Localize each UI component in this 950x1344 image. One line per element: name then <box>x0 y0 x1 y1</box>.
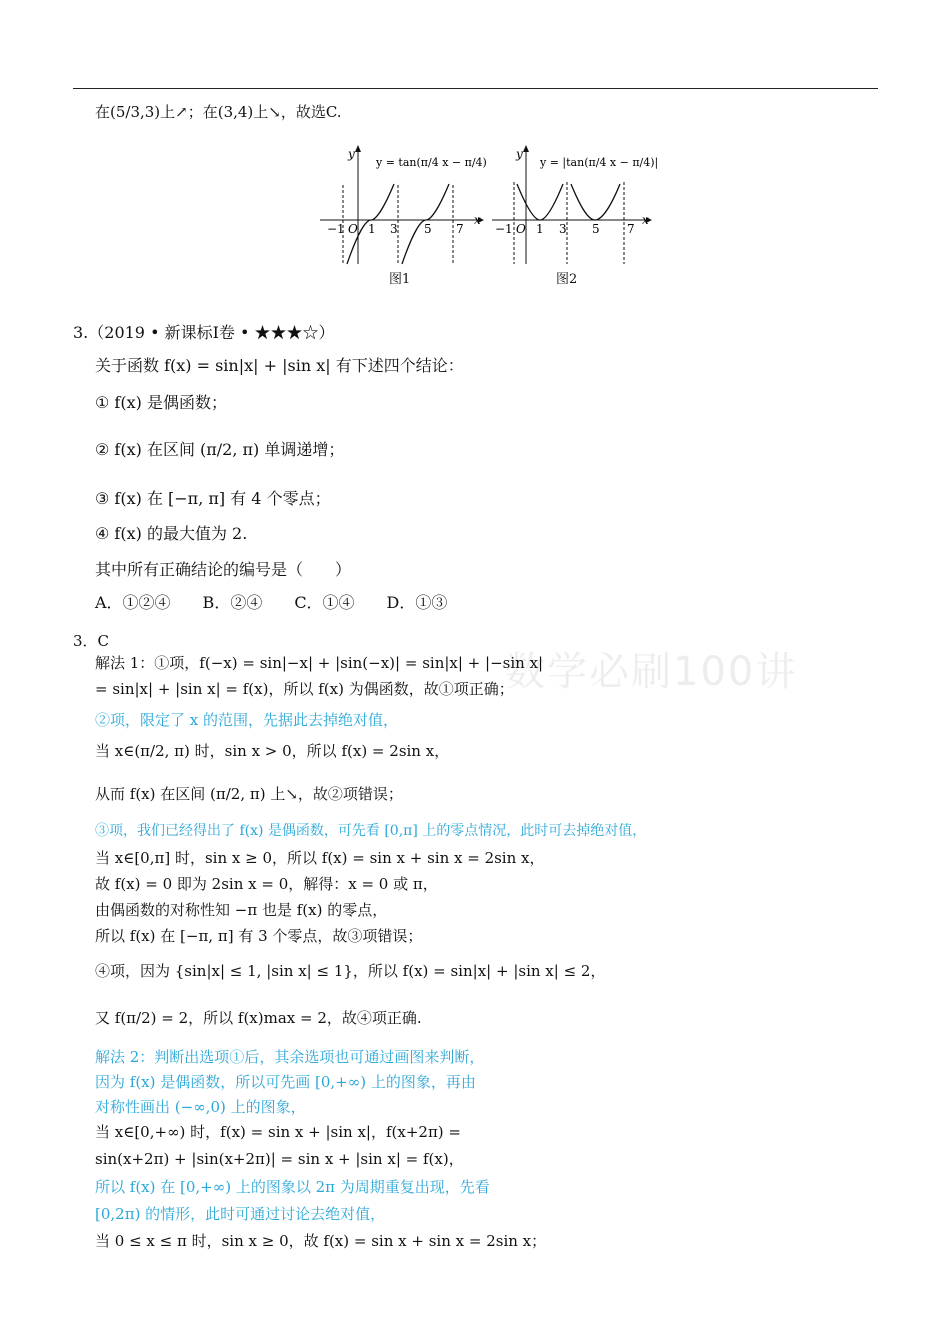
origin-label: O <box>348 222 358 236</box>
solution-hint: 解法 2：判断出选项①后，其余选项也可通过画图来判断， <box>95 1048 485 1066</box>
statement-4: ④ f(x) 的最大值为 2. <box>95 524 248 543</box>
solution-hint: 对称性画出 (−∞,0) 上的图象， <box>95 1098 306 1116</box>
y-label: y <box>516 147 523 161</box>
statement-2: ② f(x) 在区间 (π/2, π) 单调递增； <box>95 440 345 459</box>
intro-line: 在(5/3,3)上↗；在(3,4)上↘，故选C. <box>95 103 342 121</box>
solution-hint: ②项，限定了 x 的范围，先据此去掉绝对值， <box>95 711 398 729</box>
solution-hint: [0,2π) 的情形，此时可通过讨论去绝对值， <box>95 1205 386 1223</box>
problem-header: 3.（2019 • 新课标Ⅰ卷 • ★★★☆） <box>73 323 335 342</box>
tick-label: 1 <box>368 222 376 236</box>
solution-line: 当 x∈[0,π] 时，sin x ≥ 0，所以 f(x) = sin x + sin x = 2sin x， <box>95 849 545 867</box>
abs-tan-curve <box>571 184 620 220</box>
curve-formula: y = |tan(π/4 x − π/4)| <box>540 156 659 169</box>
solution-line: 当 0 ≤ x ≤ π 时，sin x ≥ 0，故 f(x) = sin x + sin x = 2sin x； <box>95 1232 547 1250</box>
solution-hint: 所以 f(x) 在 [0,+∞) 上的图象以 2π 为周期重复出现，先看 <box>95 1178 490 1196</box>
y-label: y <box>348 147 355 161</box>
solution-line: 当 x∈[0,+∞) 时，f(x) = sin x + |sin x|，f(x+2π) = <box>95 1123 461 1141</box>
solution-hint: 因为 f(x) 是偶函数，所以可先画 [0,+∞) 上的图象，再由 <box>95 1073 476 1091</box>
tick-label: −1 <box>495 222 513 236</box>
solution-line: 由偶函数的对称性知 −π 也是 f(x) 的零点， <box>95 901 388 919</box>
problem-stem: 关于函数 f(x) = sin|x| + |sin x| 有下述四个结论： <box>95 356 464 375</box>
solution-line: = sin|x| + |sin x| = f(x)，所以 f(x) 为偶函数，故①项正确； <box>95 680 514 698</box>
figure-2-graph <box>490 140 660 268</box>
solution-line: 解法 1：①项，f(−x) = sin|−x| + |sin(−x)| = sin|x| + |−sin x| <box>95 654 544 672</box>
watermark: 数学必刷100讲 <box>505 649 798 695</box>
abs-tan-curve <box>517 184 563 220</box>
y-axis-arrow-icon <box>355 145 361 152</box>
figure-2-caption: 图2 <box>556 272 578 287</box>
tick-label: 3 <box>390 222 398 236</box>
solution-line: sin(x+2π) + |sin(x+2π)| = sin x + |sin x| = f(x)， <box>95 1150 464 1168</box>
tick-label: 5 <box>592 222 600 236</box>
answer-label: 3．C <box>73 632 110 650</box>
y-axis-arrow-icon <box>523 145 529 152</box>
solution-hint: ③项，我们已经得出了 f(x) 是偶函数，可先看 [0,π] 上的零点情况，此时可去掉绝对值， <box>95 823 647 839</box>
tick-label: 7 <box>456 222 464 236</box>
figure-1-caption: 图1 <box>389 272 411 287</box>
solution-line: 当 x∈(π/2, π) 时，sin x > 0，所以 f(x) = 2sin x， <box>95 742 450 760</box>
tick-label: 7 <box>627 222 635 236</box>
question-line: 其中所有正确结论的编号是（ ） <box>95 560 352 579</box>
solution-line: 故 f(x) = 0 即为 2sin x = 0，解得：x = 0 或 π， <box>95 875 438 893</box>
solution-line: 从而 f(x) 在区间 (π/2, π) 上↘，故②项错误； <box>95 785 403 803</box>
solution-line: 所以 f(x) 在 [−π, π] 有 3 个零点，故③项错误； <box>95 927 423 945</box>
statement-3: ③ f(x) 在 [−π, π] 有 4 个零点； <box>95 489 331 508</box>
x-label: x <box>474 213 481 227</box>
statement-1: ① f(x) 是偶函数； <box>95 393 227 412</box>
tick-label: 1 <box>536 222 544 236</box>
solution-line: ④项，因为 {sin|x| ≤ 1, |sin x| ≤ 1}，所以 f(x) = sin|x| + |sin x| ≤ 2， <box>95 962 606 980</box>
origin-label: O <box>516 222 526 236</box>
x-label: x <box>642 213 649 227</box>
tick-label: 5 <box>424 222 432 236</box>
tick-label: −1 <box>327 222 345 236</box>
answer-options: A．①②④ B．②④ C．①④ D．①③ <box>95 593 448 612</box>
tick-label: 3 <box>559 222 567 236</box>
header-rule <box>73 88 878 89</box>
figure-1-graph <box>318 140 488 268</box>
solution-line: 又 f(π/2) = 2，所以 f(x)max = 2，故④项正确. <box>95 1009 422 1027</box>
curve-formula: y = tan(π/4 x − π/4) <box>376 156 487 169</box>
